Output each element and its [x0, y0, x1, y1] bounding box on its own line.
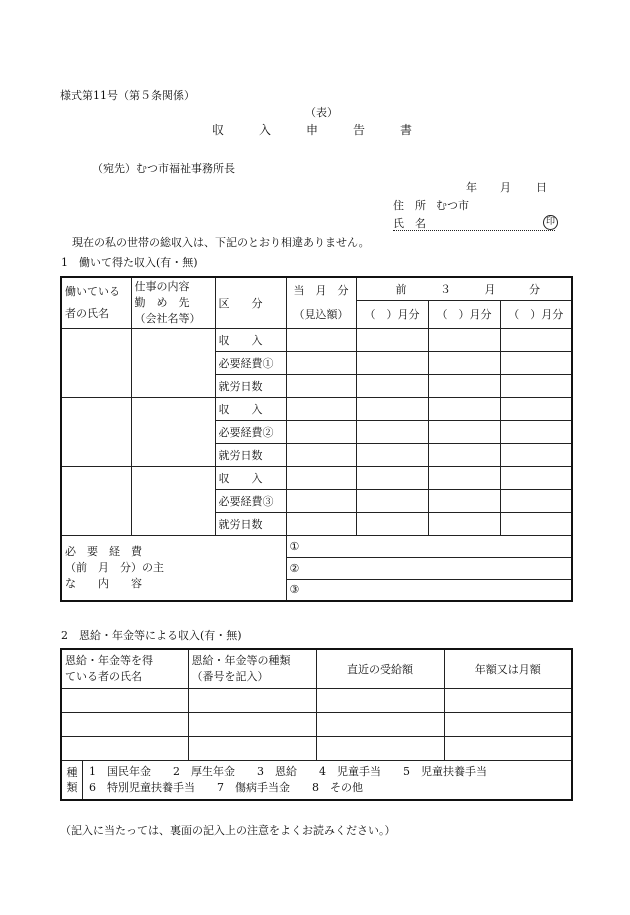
- amount-cell[interactable]: [428, 397, 500, 420]
- expense-detail-3[interactable]: ③: [286, 579, 572, 601]
- job-cell[interactable]: [131, 397, 215, 466]
- job-header: [131, 277, 215, 328]
- month-3-header: （ ）月分: [500, 300, 572, 328]
- pension-cell[interactable]: [61, 736, 188, 760]
- amount-cell[interactable]: [356, 397, 428, 420]
- amount-cell[interactable]: [286, 374, 356, 397]
- category-workdays: 就労日数: [215, 374, 286, 397]
- prev-header-char: 前: [395, 282, 407, 296]
- type-header-line: （番号を記入）: [191, 669, 269, 683]
- prev-header-char: 分: [529, 282, 540, 296]
- recipient-header-line: ている者の氏名: [65, 669, 142, 683]
- statement: 現在の私の世帯の総収入は、下記のとおり相違ありません。: [72, 236, 370, 249]
- worker-name-cell[interactable]: [61, 397, 131, 466]
- amount-cell[interactable]: [356, 374, 428, 397]
- prev-header-char: 月: [484, 282, 496, 296]
- recipient-header-line: 恩給・年金等を得: [65, 653, 153, 667]
- amount-cell[interactable]: [428, 351, 500, 374]
- amount-cell[interactable]: [286, 420, 356, 443]
- pension-income-table: [60, 648, 573, 801]
- amount-cell[interactable]: [356, 466, 428, 489]
- category-workdays: 就労日数: [215, 443, 286, 466]
- pension-cell[interactable]: [316, 736, 444, 760]
- worker-name-cell[interactable]: [61, 466, 131, 535]
- section2-title: 2 恩給・年金等による収入(有・無): [61, 629, 242, 642]
- recipient-header: [61, 649, 188, 688]
- seal-mark: 印: [543, 215, 558, 230]
- job-cell[interactable]: [131, 466, 215, 535]
- expense-details-label: [61, 535, 286, 601]
- date-month-label: 月: [500, 181, 511, 194]
- amount-cell[interactable]: [500, 512, 572, 535]
- amount-cell[interactable]: [356, 328, 428, 351]
- current-month-header: [286, 277, 356, 328]
- amount-cell[interactable]: [500, 420, 572, 443]
- amount-cell[interactable]: [356, 351, 428, 374]
- amount-cell[interactable]: [428, 466, 500, 489]
- title-char: 収: [212, 123, 225, 137]
- form-side-label: （表）: [305, 106, 338, 119]
- date-day-label: 日: [536, 181, 547, 194]
- types-list: [83, 764, 487, 796]
- amount-cell[interactable]: [500, 466, 572, 489]
- footer-note: （記入に当たっては、裏面の記入上の注意をよくお読みください。）: [60, 824, 396, 837]
- pension-cell[interactable]: [444, 712, 572, 736]
- name-label: 氏 名: [393, 217, 426, 230]
- name-underline: [393, 230, 555, 231]
- address-value: むつ市: [436, 199, 469, 212]
- page-title: [212, 121, 412, 138]
- job-header-line: 仕事の内容: [134, 279, 190, 293]
- amount-cell[interactable]: [500, 374, 572, 397]
- pension-cell[interactable]: [316, 688, 444, 712]
- annual-monthly-header: 年額又は月額: [444, 649, 572, 688]
- amount-cell[interactable]: [286, 512, 356, 535]
- worker-header-line: 働いている: [65, 284, 120, 298]
- category-expense: 必要経費③: [215, 489, 286, 512]
- category-expense: 必要経費①: [215, 351, 286, 374]
- amount-cell[interactable]: [286, 489, 356, 512]
- current-header-line: 当 月 分: [293, 283, 349, 297]
- pension-types-legend: [61, 760, 572, 800]
- types-label-char: 種: [66, 765, 78, 779]
- pension-type-header: [188, 649, 316, 688]
- amount-cell[interactable]: [428, 328, 500, 351]
- amount-cell[interactable]: [500, 328, 572, 351]
- types-label-char: 類: [66, 780, 78, 794]
- amount-cell[interactable]: [428, 374, 500, 397]
- month-1-header: （ ）月分: [356, 300, 428, 328]
- pension-cell[interactable]: [188, 736, 316, 760]
- category-income: [215, 328, 286, 351]
- prev-header-char: ３: [440, 282, 451, 296]
- types-line: 6 特別児童扶養手当 7 傷病手当金 8 その他: [89, 780, 363, 794]
- expense-label-line: （前 月 分）の主: [65, 560, 164, 574]
- types-line: 1 国民年金 2 厚生年金 3 恩給 4 児童手当 5 児童扶養手当: [89, 764, 487, 778]
- category-workdays: 就労日数: [215, 512, 286, 535]
- amount-cell[interactable]: [500, 351, 572, 374]
- expense-detail-1[interactable]: ①: [286, 535, 572, 557]
- category-income: 収 入: [215, 466, 286, 489]
- category-income: 収 入: [215, 397, 286, 420]
- amount-cell[interactable]: [286, 351, 356, 374]
- amount-cell[interactable]: [428, 443, 500, 466]
- title-char: 申: [305, 123, 318, 137]
- worker-name-cell[interactable]: [61, 328, 131, 397]
- amount-cell[interactable]: [286, 328, 356, 351]
- worker-name-header: [61, 277, 131, 328]
- title-char: 入: [258, 123, 271, 137]
- date-year-label: 年: [466, 181, 477, 194]
- pension-cell[interactable]: [188, 712, 316, 736]
- job-cell[interactable]: [131, 328, 215, 397]
- current-header-line: （見込額）: [293, 307, 349, 321]
- amount-cell[interactable]: [356, 420, 428, 443]
- category-expense: 必要経費②: [215, 420, 286, 443]
- types-label: [62, 761, 83, 799]
- job-header-line: 勤 め 先: [134, 295, 190, 309]
- expense-label-line: な 内 容: [65, 576, 142, 590]
- pension-cell[interactable]: [188, 688, 316, 712]
- amount-cell[interactable]: [356, 512, 428, 535]
- pension-cell[interactable]: [61, 712, 188, 736]
- amount-cell[interactable]: [286, 443, 356, 466]
- section1-title: 1 働いて得た収入(有・無): [61, 256, 198, 269]
- title-char: 書: [399, 123, 412, 137]
- expense-label-line: 必 要 経 費: [65, 544, 142, 558]
- amount-cell[interactable]: [356, 443, 428, 466]
- recent-amount-header: 直近の受給額: [316, 649, 444, 688]
- category-income-label: 収 入: [218, 333, 263, 347]
- amount-cell[interactable]: [428, 489, 500, 512]
- address-label: 住 所: [393, 199, 426, 212]
- expense-detail-2[interactable]: ②: [286, 557, 572, 579]
- amount-cell[interactable]: [500, 397, 572, 420]
- addressee: （宛先）むつ市福祉事務所長: [92, 162, 235, 175]
- amount-cell[interactable]: [356, 489, 428, 512]
- pension-cell[interactable]: [444, 688, 572, 712]
- amount-cell[interactable]: [500, 489, 572, 512]
- amount-cell[interactable]: [286, 397, 356, 420]
- amount-cell[interactable]: [286, 466, 356, 489]
- pension-cell[interactable]: [316, 712, 444, 736]
- job-header-line: （会社名等）: [134, 311, 201, 325]
- pension-cell[interactable]: [61, 688, 188, 712]
- worker-header-line: 者の氏名: [65, 306, 109, 320]
- category-header: 区 分: [215, 277, 286, 328]
- amount-cell[interactable]: [428, 420, 500, 443]
- amount-cell[interactable]: [500, 443, 572, 466]
- pension-cell[interactable]: [444, 736, 572, 760]
- title-char: 告: [352, 123, 365, 137]
- month-2-header: （ ）月分: [428, 300, 500, 328]
- earned-income-table: [60, 276, 573, 602]
- type-header-line: 恩給・年金等の種類: [191, 653, 291, 667]
- amount-cell[interactable]: [428, 512, 500, 535]
- form-number: 様式第11号（第５条関係）: [60, 89, 195, 102]
- previous-3-months-header: [356, 277, 572, 300]
